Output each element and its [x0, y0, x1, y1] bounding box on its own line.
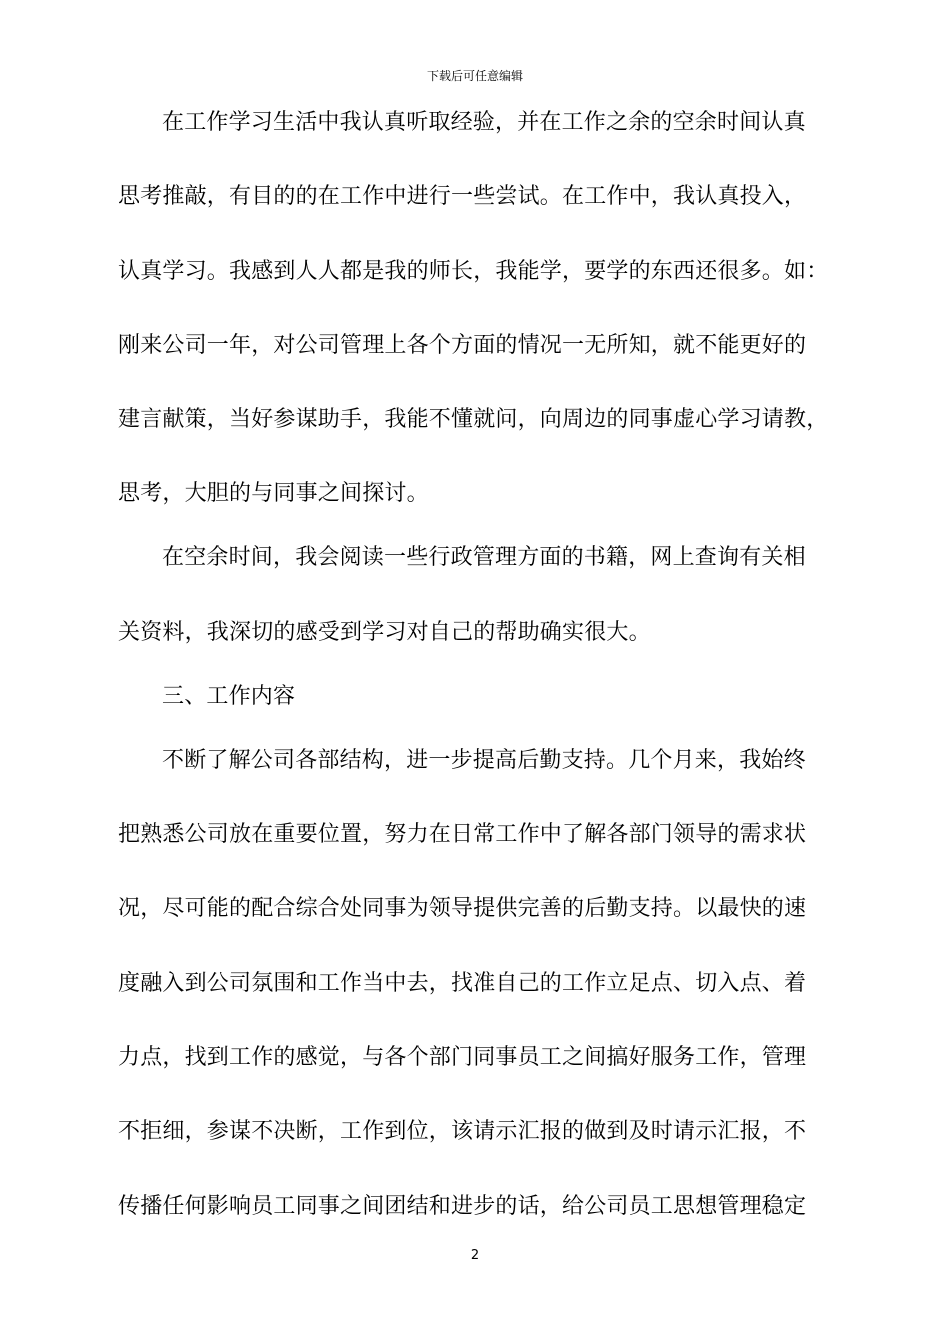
- section-heading: 三、工作内容: [162, 683, 296, 709]
- text-line: 在工作学习生活中我认真听取经验，并在工作之余的空余时间认真: [162, 110, 806, 135]
- text-line: 认真学习。我感到人人都是我的师长，我能学，要学的东西还很多。如：: [118, 258, 829, 284]
- text-line: 不拒细，参谋不决断，工作到位，该请示汇报的做到及时请示汇报，不: [118, 1119, 807, 1145]
- text-line: 况，尽可能的配合综合处同事为领导提供完善的后勤支持。以最快的速: [118, 896, 807, 922]
- page-number: 2: [470, 1248, 480, 1263]
- text-line: 关资料，我深切的感受到学习对自己的帮助确实很大。: [118, 619, 651, 645]
- text-line: 刚来公司一年，对公司管理上各个方面的情况一无所知，就不能更好的: [118, 332, 807, 358]
- text-line: 度融入到公司氛围和工作当中去，找准自己的工作立足点、切入点、着: [118, 970, 807, 996]
- text-line: 思考推敲，有目的的在工作中进行一些尝试。在工作中，我认真投入，: [118, 184, 807, 210]
- document-body: [118, 103, 832, 1261]
- text-line: 思考，大胆的与同事之间探讨。: [118, 481, 429, 507]
- text-line: 在空余时间，我会阅读一些行政管理方面的书籍，网上查询有关相: [162, 545, 806, 571]
- text-line: 把熟悉公司放在重要位置，努力在日常工作中了解各部门领导的需求状: [118, 822, 807, 848]
- text-line: 建言献策，当好参谋助手，我能不懂就问，向周边的同事虚心学习请教，: [118, 407, 829, 433]
- text-line: 不断了解公司各部结构，进一步提高后勤支持。几个月来，我始终: [162, 747, 806, 773]
- text-line: 力点，找到工作的感觉，与各个部门同事员工之间搞好服务工作，管理: [118, 1044, 807, 1070]
- page-header: 下载后可任意编辑: [426, 69, 523, 83]
- text-line: 传播任何影响员工同事之间团结和进步的话，给公司员工思想管理稳定: [118, 1193, 807, 1219]
